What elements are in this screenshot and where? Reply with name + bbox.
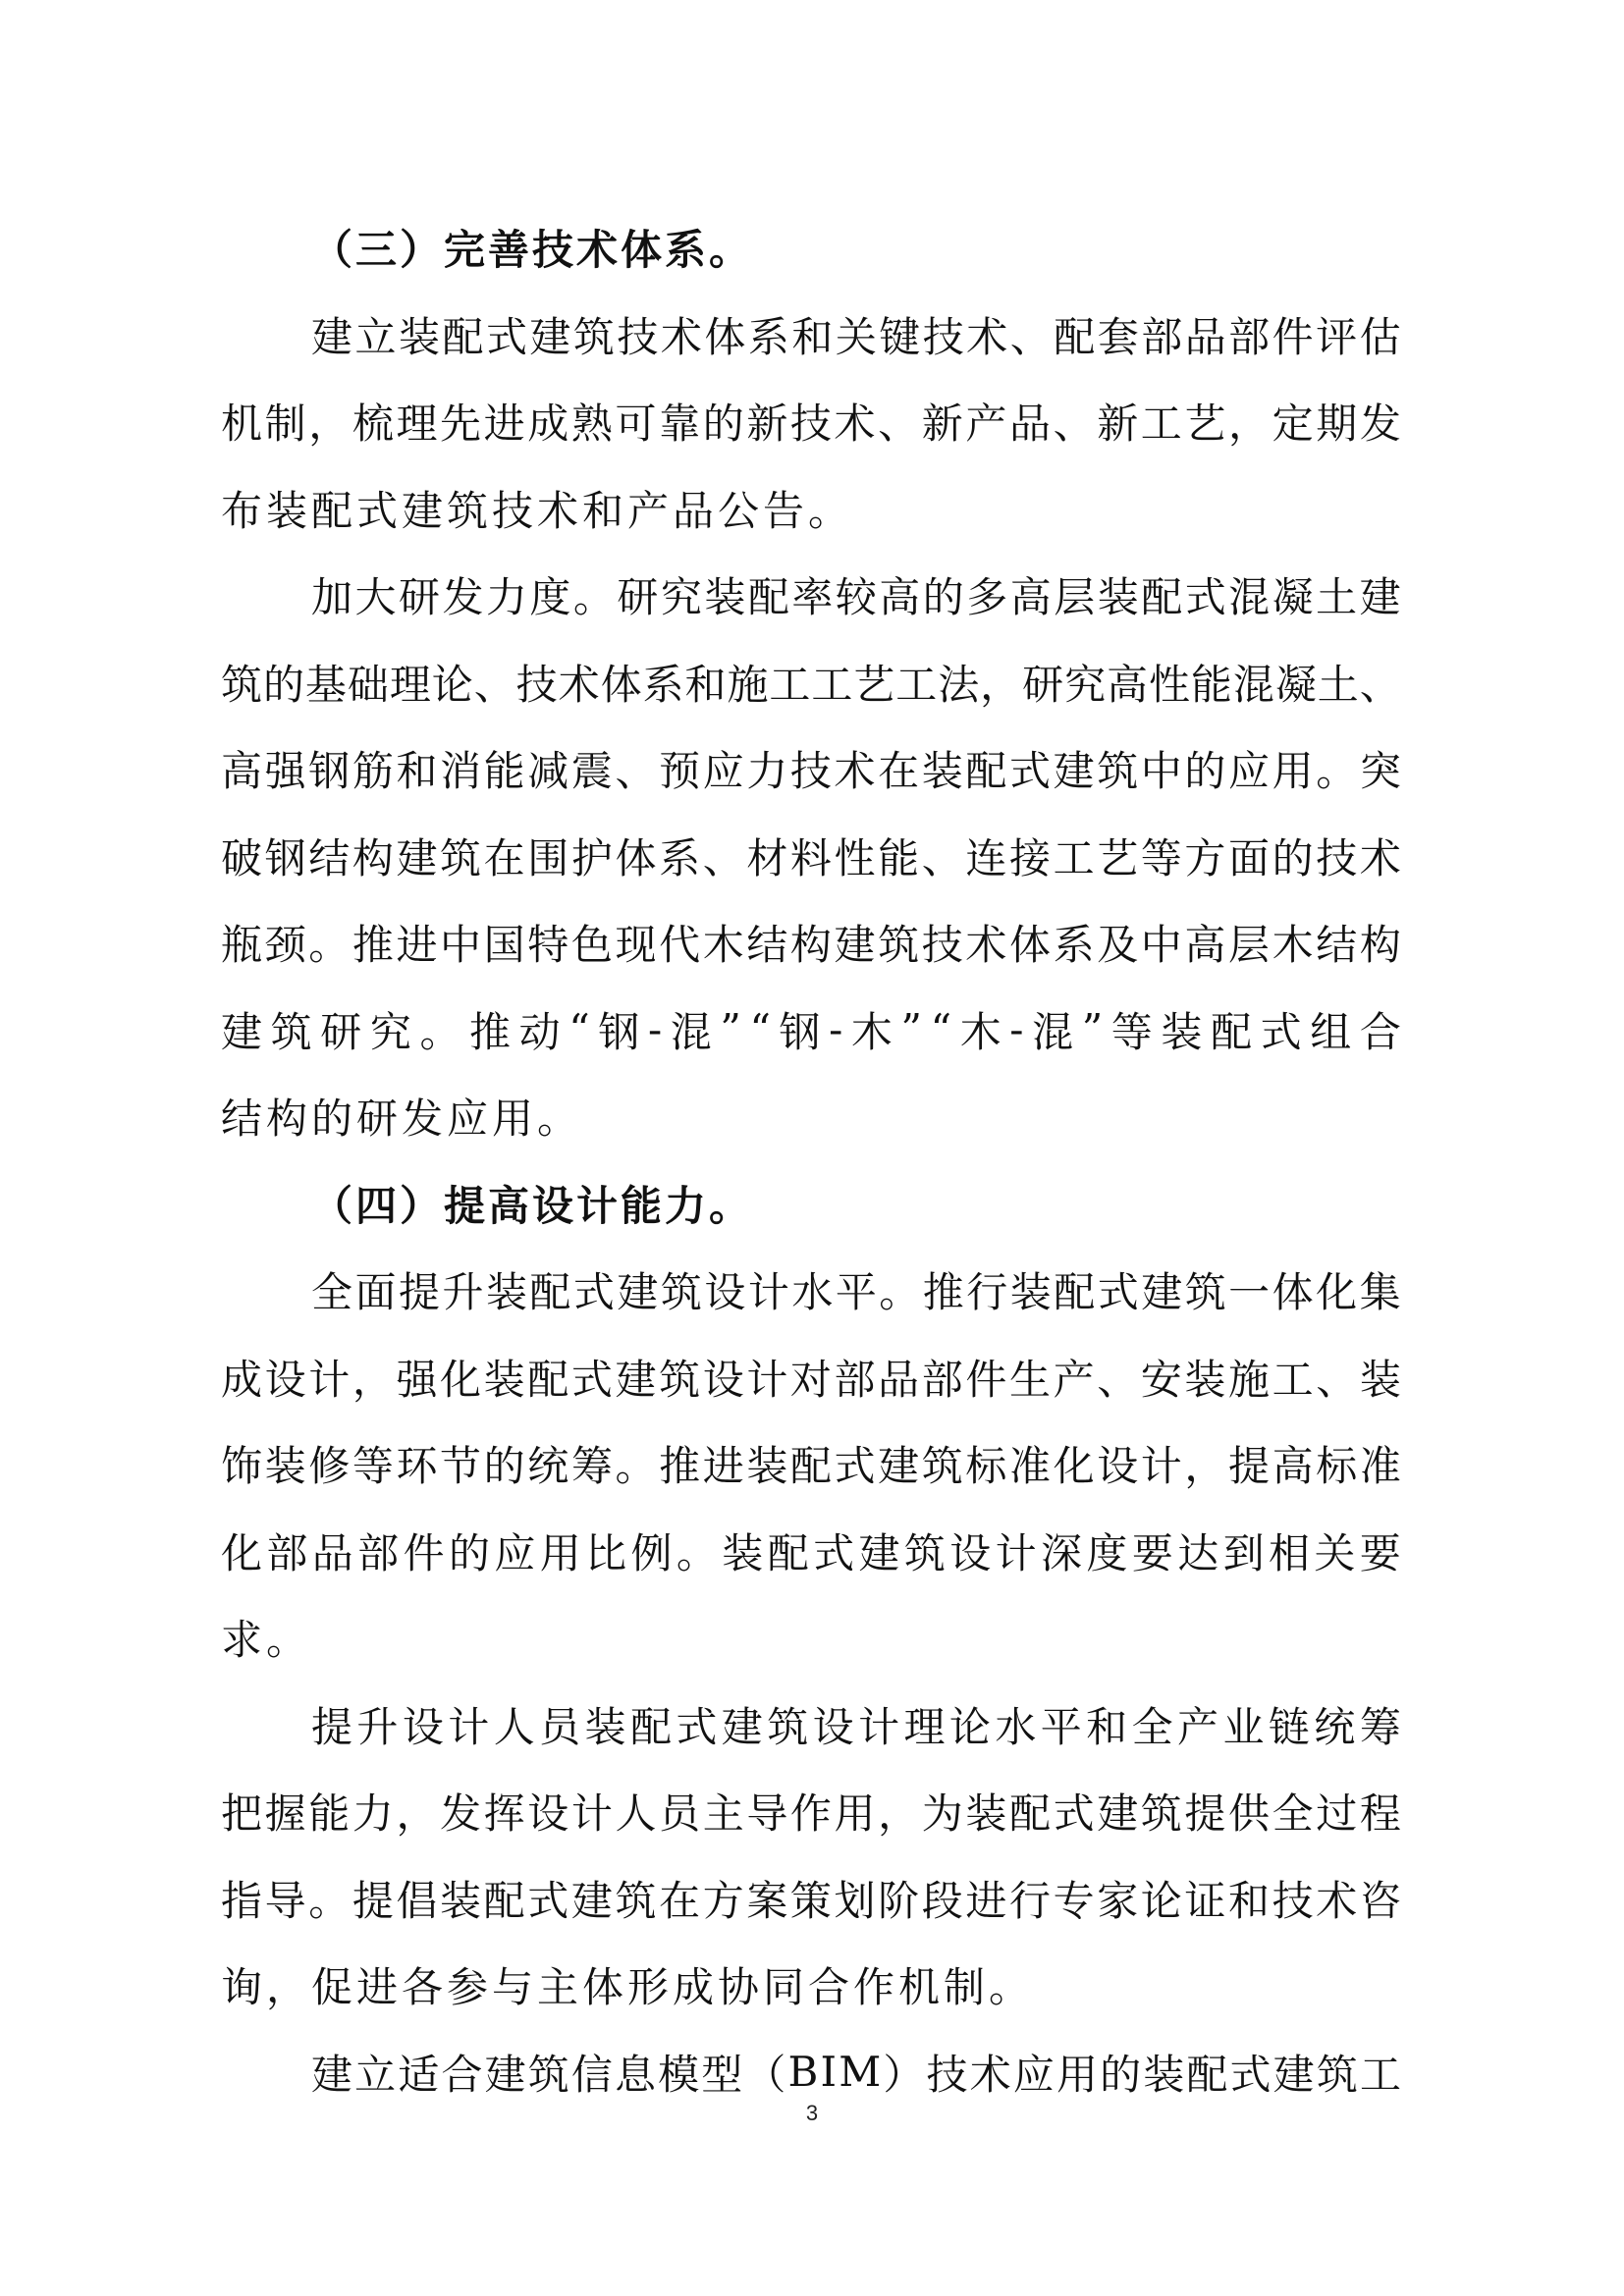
paragraph-line: 成 设 计 ， 强 化 装 配 式 建 筑 设 计 对 部 品 部 件 生 产 、 安 装 施 工 、 装 [221, 1355, 1401, 1404]
paragraph-line: 全 面 提 升 装 配 式 建 筑 设 计 水 平 。 推 行 装 配 式 建 筑 一 体 化 集 [311, 1268, 1401, 1317]
page-number: 3 [805, 2101, 819, 2125]
paragraph-line: 筑 的 基 础 理 论 、 技 术 体 系 和 施 工 工 艺 工 法 ， 研 究 高 性 能 混 凝 土 、 [221, 660, 1401, 709]
document-body [221, 204, 1401, 2115]
paragraph-line: 布装配式建筑技术和产品公告。 [221, 486, 854, 535]
paragraph-line: 高 强 钢 筋 和 消 能 减 震 、 预 应 力 技 术 在 装 配 式 建 筑 中 的 应 用 。 突 [221, 747, 1401, 796]
paragraph-line: 结构的研发应用。 [221, 1095, 583, 1144]
paragraph-line: 加 大 研 发 力 度 。 研 究 装 配 率 较 高 的 多 高 层 装 配 式 混 凝 土 建 [311, 573, 1401, 622]
paragraph-line: 建 立 适 合 建 筑 信 息 模 型 （ B I M ） 技 术 应 用 的 装 配 式 建 筑 工 [311, 2048, 1401, 2099]
paragraph-line: 破 钢 结 构 建 筑 在 围 护 体 系 、 材 料 性 能 、 连 接 工 艺 等 方 面 的 技 术 [221, 833, 1401, 882]
paragraph-line: 指 导 。 提 倡 装 配 式 建 筑 在 方 案 策 划 阶 段 进 行 专 家 论 证 和 技 术 咨 [221, 1876, 1401, 1925]
paragraph-line: 饰 装 修 等 环 节 的 统 筹 。 推 进 装 配 式 建 筑 标 准 化 设 计 ， 提 高 标 准 [221, 1442, 1401, 1491]
paragraph-line: 瓶 颈 。 推 进 中 国 特 色 现 代 木 结 构 建 筑 技 术 体 系 及 中 高 层 木 结 构 [221, 921, 1401, 970]
paragraph-line: 建 筑 研 究 。 推 动 “ 钢 - 混 ” “ 钢 - 木 ” “ 木 - 混 ” 等 装 配 式 组 合 [221, 1005, 1401, 1056]
paragraph-line: 机 制 ， 梳 理 先 进 成 熟 可 靠 的 新 技 术 、 新 产 品 、 新 工 艺 ， 定 期 发 [221, 400, 1401, 449]
paragraph-line: 化 部 品 部 件 的 应 用 比 例 。 装 配 式 建 筑 设 计 深 度 要 达 到 相 关 要 [221, 1528, 1401, 1577]
section-heading: （四）提高设计能力。 [311, 1181, 754, 1230]
section-heading: （三）完善技术体系。 [311, 226, 754, 275]
paragraph-line: 提 升 设 计 人 员 装 配 式 建 筑 设 计 理 论 水 平 和 全 产 业 链 统 筹 [311, 1702, 1401, 1751]
paragraph-line: 把 握 能 力 ， 发 挥 设 计 人 员 主 导 作 用 ， 为 装 配 式 建 筑 提 供 全 过 程 [221, 1789, 1401, 1839]
paragraph-line: 建 立 装 配 式 建 筑 技 术 体 系 和 关 键 技 术 、 配 套 部 品 部 件 评 估 [311, 312, 1401, 361]
paragraph-line: 求。 [221, 1616, 312, 1665]
paragraph-line: 询，促进各参与主体形成协同合作机制。 [221, 1963, 1035, 2012]
